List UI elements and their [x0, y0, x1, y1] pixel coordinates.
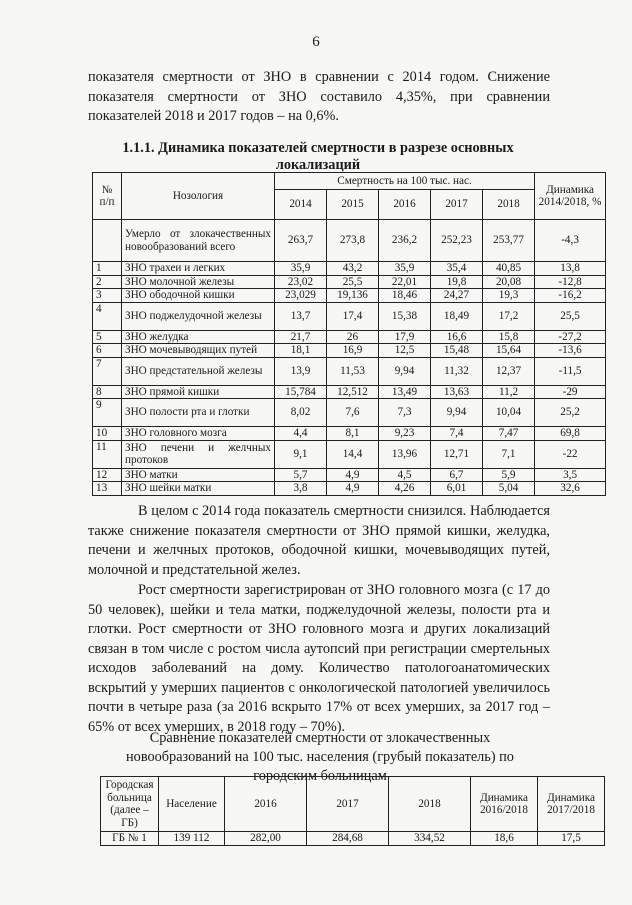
- hospital-cell: 334,52: [389, 832, 471, 846]
- value-cell: 252,23: [431, 220, 483, 262]
- value-cell: 24,27: [431, 289, 483, 303]
- paragraph-3: Рост смертности от ЗНО головного мозга и других локализаций связан в том числе с ростом числа аутопсий при регистрации смертельных исходов заболеваний на дому. Количество патологоанатомических вскрытий у умерших пациентов с онкологической патологией увеличилось почти в четыре раза (за 2016 вскрыто 17% от всех умерших, за 2017 год – 65% от всех умерших, в 2018 году – 70%).: [88, 621, 550, 735]
- hospital-cell: 139 112: [159, 832, 225, 846]
- value-cell: 9,23: [379, 427, 431, 441]
- value-cell: 40,85: [483, 262, 535, 276]
- value-cell: 23,02: [275, 275, 327, 289]
- value-cell: 9,94: [431, 399, 483, 427]
- page-number: 6: [312, 34, 320, 50]
- value-cell: 7,4: [431, 427, 483, 441]
- value-cell: 12,512: [327, 385, 379, 399]
- table-row: [93, 427, 606, 441]
- value-cell: 4,5: [379, 468, 431, 482]
- value-cell: 18,49: [431, 302, 483, 330]
- nosology-cell: ЗНО печени и желчных протоков: [122, 440, 275, 468]
- row-number: 4: [93, 302, 122, 330]
- value-cell: 7,47: [483, 427, 535, 441]
- table-row: [93, 482, 606, 496]
- row-number: 7: [93, 357, 122, 385]
- table-row: [93, 385, 606, 399]
- col-dynamics-header: Динамика 2014/2018, %: [535, 173, 606, 220]
- table-row: [93, 275, 606, 289]
- value-cell: 16,9: [327, 344, 379, 358]
- nosology-cell: ЗНО матки: [122, 468, 275, 482]
- nosology-cell: ЗНО ободочной кишки: [122, 289, 275, 303]
- value-cell: 5,7: [275, 468, 327, 482]
- nosology-cell: Умерло от злокачественных новообразований всего: [122, 220, 275, 262]
- value-cell: 253,77: [483, 220, 535, 262]
- nosology-cell: ЗНО трахеи и легких: [122, 262, 275, 276]
- value-cell: 15,8: [483, 330, 535, 344]
- value-cell: 15,48: [431, 344, 483, 358]
- value-cell: 18,1: [275, 344, 327, 358]
- year-header: 2018: [483, 190, 535, 220]
- dynamics-cell: 32,6: [535, 482, 606, 496]
- value-cell: 35,4: [431, 262, 483, 276]
- table-row: [93, 289, 606, 303]
- row-number: 5: [93, 330, 122, 344]
- value-cell: 6,7: [431, 468, 483, 482]
- value-cell: 16,6: [431, 330, 483, 344]
- value-cell: 236,2: [379, 220, 431, 262]
- value-cell: 15,38: [379, 302, 431, 330]
- nosology-cell: ЗНО шейки матки: [122, 482, 275, 496]
- paragraph-1: В целом с 2014 года показатель смертности снизился. Наблюдается также снижение показателя смертности от ЗНО прямой кишки, желудка, печени и желчных протоков, ободочной кишки, мочевыводящих путей, молочной и предстательной желез.: [88, 503, 550, 578]
- dynamics-cell: -27,2: [535, 330, 606, 344]
- row-number: 1: [93, 262, 122, 276]
- value-cell: 15,784: [275, 385, 327, 399]
- table-row: [93, 262, 606, 276]
- value-cell: 13,9: [275, 357, 327, 385]
- value-cell: 22,01: [379, 275, 431, 289]
- dynamics-cell: -22: [535, 440, 606, 468]
- year-header: 2016: [379, 190, 431, 220]
- dynamics-cell: 25,2: [535, 399, 606, 427]
- col-group-header: Смертность на 100 тыс. нас.: [275, 173, 535, 190]
- hospital-header-cell: Население: [159, 777, 225, 832]
- dynamics-cell: -12,8: [535, 275, 606, 289]
- value-cell: 11,2: [483, 385, 535, 399]
- value-cell: 11,32: [431, 357, 483, 385]
- value-cell: 13,49: [379, 385, 431, 399]
- value-cell: 8,1: [327, 427, 379, 441]
- dynamics-cell: 3,5: [535, 468, 606, 482]
- value-cell: 13,63: [431, 385, 483, 399]
- row-number: [93, 220, 122, 262]
- dynamics-cell: -4,3: [535, 220, 606, 262]
- row-number: 2: [93, 275, 122, 289]
- col-nosology-header: Нозология: [122, 173, 275, 220]
- dynamics-cell: -13,6: [535, 344, 606, 358]
- dynamics-cell: 13,8: [535, 262, 606, 276]
- hospital-cell: 282,00: [225, 832, 307, 846]
- table-row: [93, 302, 606, 330]
- value-cell: 6,01: [431, 482, 483, 496]
- nosology-cell: ЗНО молочной железы: [122, 275, 275, 289]
- table-row: [93, 330, 606, 344]
- nosology-cell: ЗНО мочевыводящих путей: [122, 344, 275, 358]
- value-cell: 4,9: [327, 468, 379, 482]
- table-row: [93, 344, 606, 358]
- hospital-header-cell: Городская больница (далее – ГБ): [101, 777, 159, 832]
- value-cell: 25,5: [327, 275, 379, 289]
- paragraph-2: Рост смертности зарегистрирован от ЗНО головного мозга (с 17 до 50 человек), шейки и тела матки, поджелудочной железы, полости рта и глотки.: [88, 582, 550, 638]
- hospital-cell: 284,68: [307, 832, 389, 846]
- value-cell: 17,9: [379, 330, 431, 344]
- value-cell: 23,029: [275, 289, 327, 303]
- value-cell: 19,8: [431, 275, 483, 289]
- hospital-cell: 17,5: [538, 832, 605, 846]
- value-cell: 5,9: [483, 468, 535, 482]
- value-cell: 18,46: [379, 289, 431, 303]
- nosology-cell: ЗНО желудка: [122, 330, 275, 344]
- value-cell: 12,37: [483, 357, 535, 385]
- dynamics-cell: 69,8: [535, 427, 606, 441]
- value-cell: 5,04: [483, 482, 535, 496]
- dynamics-cell: -16,2: [535, 289, 606, 303]
- year-header: 2015: [327, 190, 379, 220]
- value-cell: 17,4: [327, 302, 379, 330]
- value-cell: 273,8: [327, 220, 379, 262]
- table-row: [93, 399, 606, 427]
- nosology-cell: ЗНО полости рта и глотки: [122, 399, 275, 427]
- value-cell: 15,64: [483, 344, 535, 358]
- nosology-cell: ЗНО прямой кишки: [122, 385, 275, 399]
- table-row: [93, 357, 606, 385]
- table-row: [93, 440, 606, 468]
- table-row: [93, 468, 606, 482]
- value-cell: 11,53: [327, 357, 379, 385]
- hospital-table: [100, 776, 605, 846]
- value-cell: 4,9: [327, 482, 379, 496]
- intro-paragraph: показателя смертности от ЗНО в сравнении с 2014 годом. Снижение показателя смертности от ЗНО составило 4,35%, при сравнении показателей 2018 и 2017 годов – на 0,6%.: [88, 69, 550, 125]
- nosology-cell: ЗНО поджелудочной железы: [122, 302, 275, 330]
- value-cell: 7,1: [483, 440, 535, 468]
- hospital-header-cell: 2018: [389, 777, 471, 832]
- value-cell: 3,8: [275, 482, 327, 496]
- value-cell: 20,08: [483, 275, 535, 289]
- table-row: [93, 220, 606, 262]
- value-cell: 12,5: [379, 344, 431, 358]
- value-cell: 17,2: [483, 302, 535, 330]
- row-number: 11: [93, 440, 122, 468]
- value-cell: 26: [327, 330, 379, 344]
- value-cell: 43,2: [327, 262, 379, 276]
- value-cell: 9,1: [275, 440, 327, 468]
- dynamics-cell: 25,5: [535, 302, 606, 330]
- value-cell: 9,94: [379, 357, 431, 385]
- nosology-cell: ЗНО головного мозга: [122, 427, 275, 441]
- value-cell: 8,02: [275, 399, 327, 427]
- col-num-header: № п/п: [93, 173, 122, 220]
- row-number: 9: [93, 399, 122, 427]
- value-cell: 7,6: [327, 399, 379, 427]
- value-cell: 21,7: [275, 330, 327, 344]
- value-cell: 12,71: [431, 440, 483, 468]
- year-header: 2017: [431, 190, 483, 220]
- nosology-cell: ЗНО предстательной железы: [122, 357, 275, 385]
- value-cell: 35,9: [379, 262, 431, 276]
- value-cell: 35,9: [275, 262, 327, 276]
- value-cell: 13,7: [275, 302, 327, 330]
- row-number: 6: [93, 344, 122, 358]
- hospital-cell: 18,6: [471, 832, 538, 846]
- comparison-title: Сравнение показателей смертности от злокачественных новообразований на 100 тыс. населения (грубый показатель) по городским больницам: [126, 730, 514, 784]
- row-number: 12: [93, 468, 122, 482]
- value-cell: 19,3: [483, 289, 535, 303]
- hospital-header-cell: Динамика 2017/2018: [538, 777, 605, 832]
- section-heading: 1.1.1. Динамика показателей смертности в разрезе основных локализаций: [122, 140, 514, 173]
- row-number: 3: [93, 289, 122, 303]
- value-cell: 14,4: [327, 440, 379, 468]
- mortality-table: [92, 172, 606, 496]
- hospital-header-cell: Динамика 2016/2018: [471, 777, 538, 832]
- row-number: 13: [93, 482, 122, 496]
- value-cell: 4,26: [379, 482, 431, 496]
- value-cell: 4,4: [275, 427, 327, 441]
- value-cell: 10,04: [483, 399, 535, 427]
- row-number: 10: [93, 427, 122, 441]
- value-cell: 7,3: [379, 399, 431, 427]
- table-row: [101, 832, 605, 846]
- year-header: 2014: [275, 190, 327, 220]
- dynamics-cell: -29: [535, 385, 606, 399]
- hospital-header-cell: 2017: [307, 777, 389, 832]
- hospital-header-cell: 2016: [225, 777, 307, 832]
- value-cell: 19,136: [327, 289, 379, 303]
- dynamics-cell: -11,5: [535, 357, 606, 385]
- hospital-cell: ГБ № 1: [101, 832, 159, 846]
- row-number: 8: [93, 385, 122, 399]
- value-cell: 263,7: [275, 220, 327, 262]
- value-cell: 13,96: [379, 440, 431, 468]
